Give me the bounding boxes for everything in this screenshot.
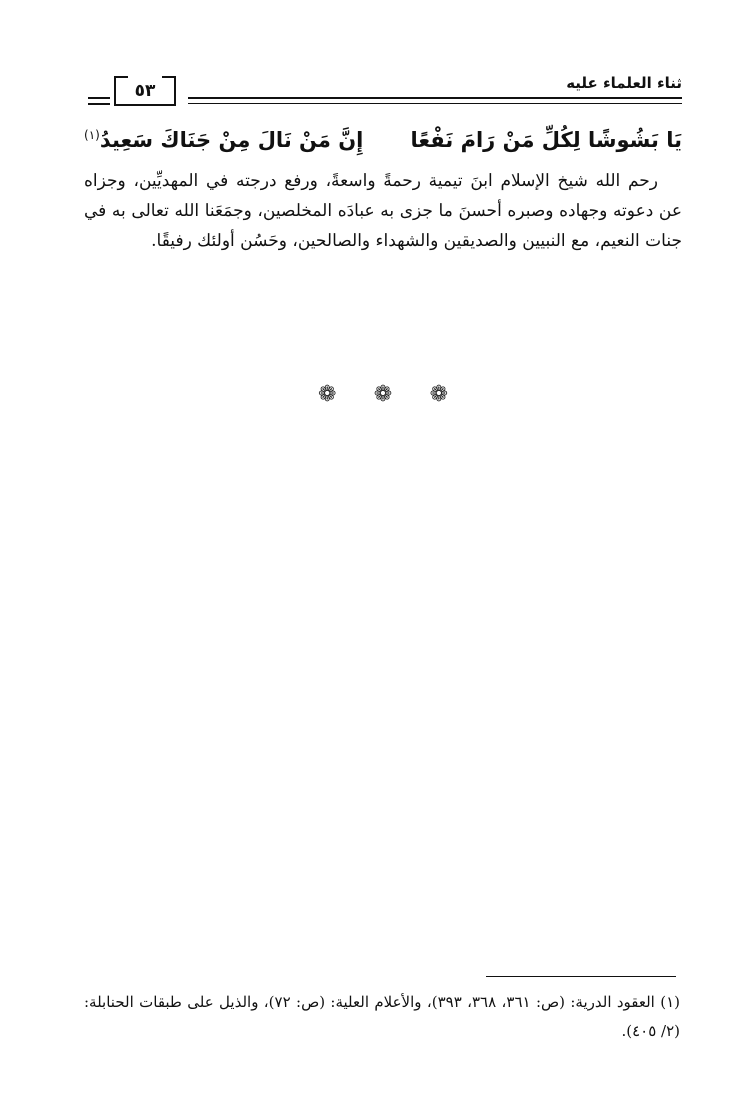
footnote: (١) العقود الدرية: (ص: ٣٦١، ٣٦٨، ٣٩٣)، والأعلام العلية: (ص: ٧٢)، والذيل على طبقات الحنابلة: (٢/ ٤٠٥). — [84, 993, 680, 1040]
verse-first-hemistich: يَا بَشُوشًا لِكُلِّ مَنْ رَامَ نَفْعًا — [410, 128, 682, 152]
footnote-rule — [486, 976, 676, 977]
header-rule — [188, 97, 682, 104]
section-separator — [318, 380, 448, 408]
verse-second-hemistich-text: إِنَّ مَنْ نَالَ مِنْ جَنَاكَ سَعِيدُ — [99, 128, 364, 152]
flower-ornament-icon: ❁ — [373, 381, 393, 407]
footnote-reference: (١) — [84, 128, 100, 142]
running-header — [84, 72, 682, 112]
page-number: ٥٣ — [114, 78, 176, 106]
chapter-title: ثناء العلماء عليه — [566, 74, 682, 92]
flower-ornament-icon: ❁ — [429, 381, 448, 407]
flower-ornament-icon: ❁ — [318, 381, 337, 407]
verse-second-hemistich — [84, 128, 363, 152]
poem-verse — [84, 122, 682, 162]
body-paragraph: رحم الله شيخ الإسلام ابنَ تيمية رحمةً واسعةً، ورفع درجته في المهديِّين، وجزاه عن دعوته وجهاده وصبره أحسنَ ما جزى به عبادَه المخلصين، وجمَعَنا الله تعالى به في جنات النعيم، مع النبيين والصديقين والشهداء والصالحين، وحَسُن أولئك رفيقًا. — [84, 171, 682, 251]
header-rule-left — [88, 97, 110, 105]
